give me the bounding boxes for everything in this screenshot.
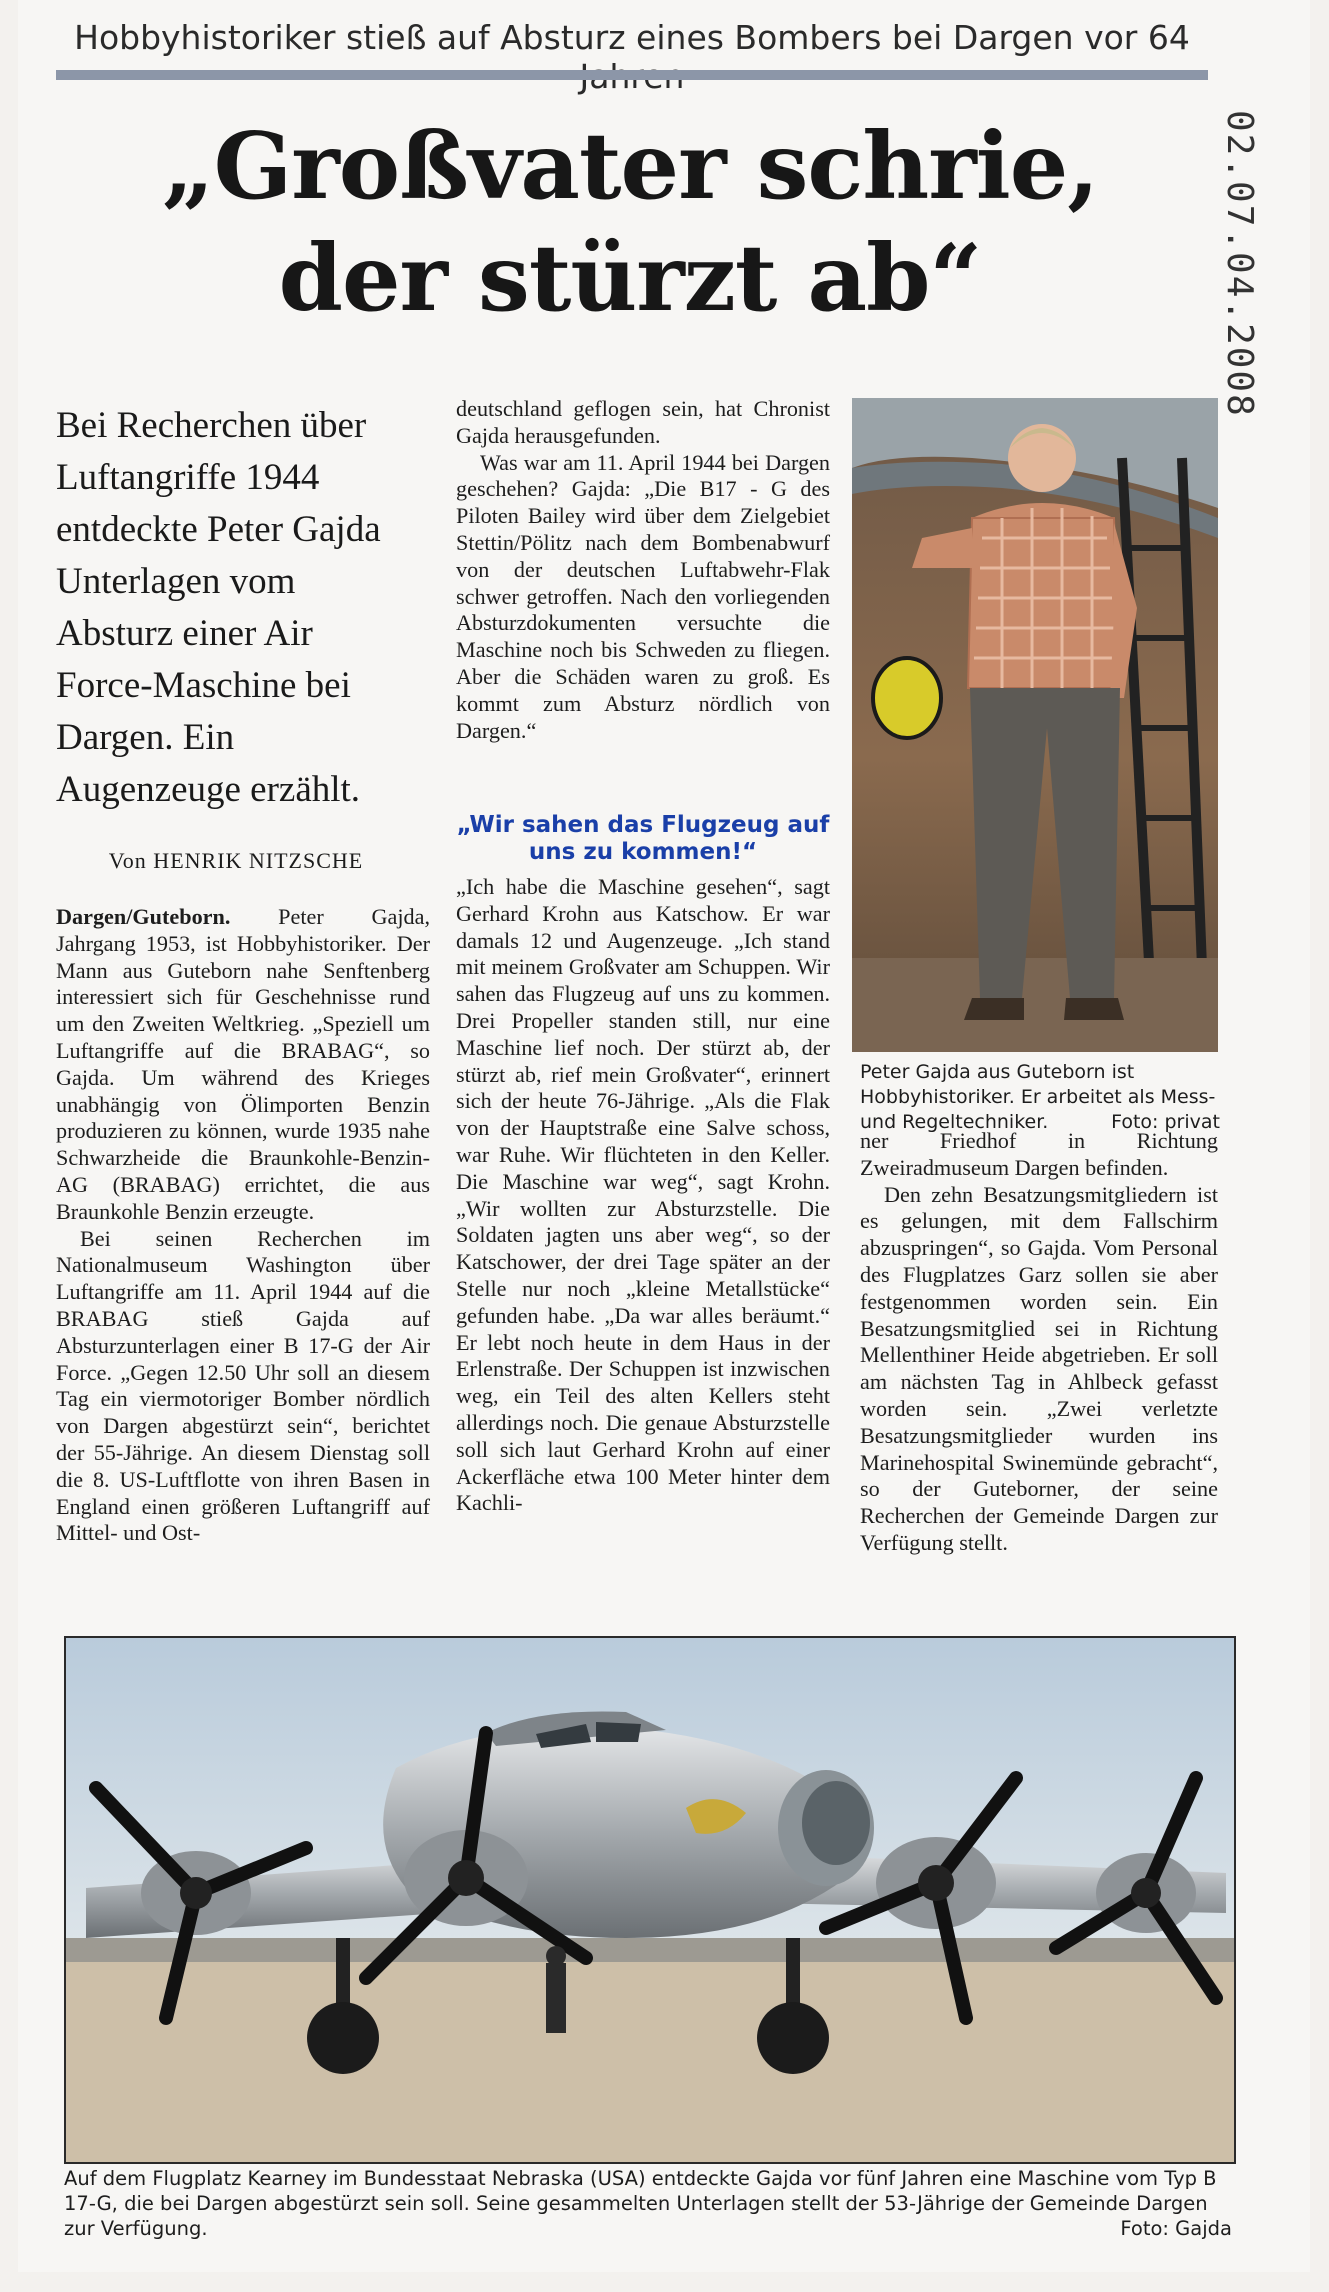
portrait-caption-text: Peter Gajda aus Guteborn ist Hobbyhistoriker. Er arbeitet als Mess- und Regeltechniker. xyxy=(860,1061,1216,1133)
portrait-caption xyxy=(860,1060,1220,1135)
headline-line-2: der stürzt ab“ xyxy=(278,224,982,332)
article-column-1 xyxy=(56,904,430,1547)
column1-paragraph-1: Peter Gajda, Jahrgang 1953, ist Hobbyhistoriker. Der Mann aus Guteborn nahe Senftenberg interessiert sich für Geschehnisse rund um den Zweiten Weltkrieg. „Speziell um Luftangriffe auf die BRABAG“, so Gajda. Um während des Krieges unabhängig von Ölimporten Benzin produzieren zu können, wurde 1935 nahe Schwarzheide die Braunkohle-Benzin-AG (BRABAG) errichtet, die aus Braunkohle Benzin erzeugte. xyxy=(56,904,430,1224)
handwritten-date: 02.07.04.2008 xyxy=(1219,110,1260,418)
bomber-photo-credit: Foto: Gajda xyxy=(1120,2217,1232,2240)
intro-teaser: Bei Recherchen über Luftangriffe 1944 entdeckte Peter Gajda Unterlagen vom Absturz einer Air Force-Maschine bei Dargen. Ein Augenzeuge erzählt. xyxy=(56,405,381,810)
headline-line-1: „Großvater schrie, xyxy=(161,112,1099,220)
bomber-caption-text: Auf dem Flugplatz Kearney im Bundesstaat Nebraska (USA) entdeckte Gajda vor fünf Jahren eine Maschine vom Typ B 17-G, die bei Dargen abgestürzt sein soll. Seine gesammelten Unterlagen stellt der 53-Jährige der Gemeinde Dargen zur Verfügung. xyxy=(64,2167,1217,2240)
article-column-2 xyxy=(456,396,830,744)
column1-paragraph-2: Bei seinen Recherchen im Nationalmuseum Washington über Luftangriffe am 11. April 1944 auf die BRABAG stieß Gajda auf Absturzunterlagen einer B 17-G der Air Force. „Gegen 12.50 Uhr soll an diesem Tag ein viermotoriger Bomber nördlich von Dargen abgestürzt sein“, berichtet der 55-Jährige. An diesem Dienstag soll die 8. US-Luftflotte von ihren Basen in England einen größeren Luftangriff auf Mittel- und Ost- xyxy=(56,1225,430,1546)
handwritten-date-note xyxy=(1210,110,1270,470)
column2-paragraph-1: deutschland geflogen sein, hat Chronist Gajda herausgefunden. xyxy=(456,396,830,448)
article-column-3 xyxy=(860,1128,1218,1557)
dateline: Dargen/Guteborn. xyxy=(56,904,231,929)
portrait-photo-drawing xyxy=(852,398,1218,1052)
kicker-rule xyxy=(56,70,1208,80)
bomber-photo xyxy=(64,1636,1236,2164)
byline: Von HENRIK NITZSCHE xyxy=(108,848,364,873)
column2-paragraph-2: Was war am 11. April 1944 bei Dargen geschehen? Gajda: „Die B17 - G des Piloten Bailey wird über dem Zielgebiet Stettin/Pölitz nach dem Bombenabwurf von der deutschen Luftabwehr-Flak schwer getroffen. Nach den vorliegenden Absturzdokumenten versuchte die Maschine noch bis Schweden zu fliegen. Aber die Schäden waren zu groß. Es kommt zum Absturz nördlich von Dargen.“ xyxy=(456,449,830,743)
portrait-photo xyxy=(852,398,1218,1052)
headline xyxy=(40,110,1220,334)
bomber-caption xyxy=(64,2166,1232,2241)
column2-paragraph-3: „Ich habe die Maschine gesehen“, sagt Gerhard Krohn aus Katschow. Er war damals 12 und Augenzeuge. „Ich stand mit meinem Großvater am Schuppen. Wir sahen das Flugzeug auf uns zu kommen. Drei Propeller standen still, nur eine Maschine lief noch. Der stürzt ab, der stürzt ab, rief mein Großvater“, erinnert sich der heute 76-Jährige. „Als die Flak von der Hauptstraße eine Salve schoss, war Ruhe. Wir flüchteten in den Keller. Die Maschine war weg“, sagt Krohn. „Wir wollten zur Absturzstelle. Die Soldaten jagten uns aber weg“, so der Katschower, der drei Tage später an der Stelle nur noch „kleine Metallstücke“ gefunden habe. „Da war alles beräumt.“ Er lebt noch heute in dem Haus in der Erlenstraße. Der Schuppen ist inzwischen weg, ein Teil des alten Kellers steht allerdings noch. Die genaue Absturzstelle soll sich laut Gerhard Krohn auf einer Ackerfläche etwa 100 Meter hinter dem Kachli- xyxy=(456,874,830,1516)
column3-paragraph-1: ner Friedhof in Richtung Zweiradmuseum Dargen befinden. xyxy=(860,1128,1218,1180)
column3-paragraph-2: Den zehn Besatzungsmitgliedern ist es gelungen, mit dem Fallschirm abzuspringen“, so Gajda. Vom Personal des Flugplatzes Garz sollen sie aber festgenommen worden sein. Ein Besatzungsmitglied sei in Richtung Mellenthiner Heide abgetrieben. Er soll am nächsten Tag in Ahlbeck gefasst worden sein. „Zwei verletzte Besatzungsmitglieder wurden ins Marinehospital Swinemünde gebracht“, so der Guteborner, der seine Recherchen der Gemeinde Dargen zur Verfügung stellt. xyxy=(860,1181,1218,1555)
portrait-photo-credit: Foto: privat xyxy=(1111,1111,1220,1133)
subheading-quote: „Wir sahen das Flugzeug auf uns zu kommen!“ xyxy=(456,812,830,865)
kicker-line: Hobbyhistoriker stieß auf Absturz eines Bombers bei Dargen vor 64 xyxy=(74,18,1190,57)
bomber-photo-drawing xyxy=(66,1638,1234,2162)
article-column-2-continued xyxy=(456,874,830,1517)
